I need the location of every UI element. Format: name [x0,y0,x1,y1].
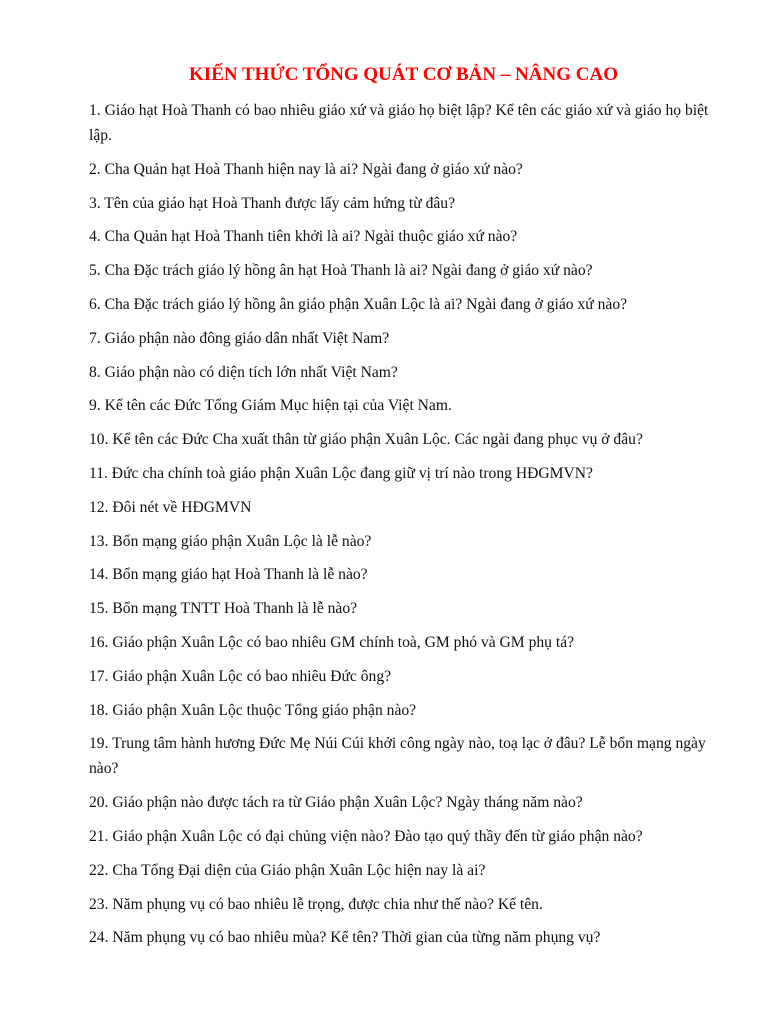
question-item: 4. Cha Quản hạt Hoà Thanh tiên khởi là ai? Ngài thuộc giáo xứ nào? [89,228,518,246]
question-item: 15. Bổn mạng TNTT Hoà Thanh là lễ nào? [89,600,358,618]
question-list [89,98,718,950]
question-item: 24. Năm phụng vụ có bao nhiêu mùa? Kể tên? Thời gian của từng năm phụng vụ? [89,929,601,947]
question-item: 9. Kể tên các Đức Tổng Giám Mục hiện tại của Việt Nam. [89,397,452,415]
question-item: 18. Giáo phận Xuân Lộc thuộc Tổng giáo phận nào? [89,701,417,719]
question-item: 10. Kể tên các Đức Cha xuất thân từ giáo phận Xuân Lộc. Các ngài đang phục vụ ở đâu? [89,431,643,449]
question-item: 20. Giáo phận nào được tách ra từ Giáo phận Xuân Lộc? Ngày tháng năm nào? [89,794,583,812]
question-item: 19. Trung tâm hành hương Đức Mẹ Núi Cúi khởi công ngày nào, toạ lạc ở đâu? Lễ bổn mạng ngày nào? [89,735,706,778]
question-item: 21. Giáo phận Xuân Lộc có đại chủng viện nào? Đào tạo quý thầy đến từ giáo phận nào? [89,827,643,845]
question-item: 22. Cha Tổng Đại diện của Giáo phận Xuân Lộc hiện nay là ai? [89,861,486,879]
question-item: 16. Giáo phận Xuân Lộc có bao nhiêu GM chính toà, GM phó và GM phụ tá? [89,633,575,651]
question-item: 1. Giáo hạt Hoà Thanh có bao nhiêu giáo xứ và giáo họ biệt lập? Kể tên các giáo xứ và giáo họ biệt lập. [89,102,709,144]
question-item: 13. Bổn mạng giáo phận Xuân Lộc là lễ nào? [89,532,372,550]
question-item: 3. Tên của giáo hạt Hoà Thanh được lấy cảm hứng từ đâu? [89,194,456,212]
question-item: 12. Đôi nét về HĐGMVN [89,498,252,516]
question-item: 6. Cha Đặc trách giáo lý hồng ân giáo phận Xuân Lộc là ai? Ngài đang ở giáo xứ nào? [89,295,628,313]
question-item: 11. Đức cha chính toà giáo phận Xuân Lộc đang giữ vị trí nào trong HĐGMVN? [89,464,593,482]
question-item: 14. Bổn mạng giáo hạt Hoà Thanh là lễ nào? [89,566,368,584]
question-item: 7. Giáo phận nào đông giáo dân nhất Việt Nam? [89,329,390,347]
question-item: 2. Cha Quản hạt Hoà Thanh hiện nay là ai? Ngài đang ở giáo xứ nào? [89,160,523,178]
page-title: KIẾN THỨC TỔNG QUÁT CƠ BẢN – NÂNG CAO [189,64,618,85]
question-item: 17. Giáo phận Xuân Lộc có bao nhiêu Đức ông? [89,667,392,685]
question-item: 23. Năm phụng vụ có bao nhiêu lễ trọng, được chia như thế nào? Kể tên. [89,895,543,913]
question-item: 8. Giáo phận nào có diện tích lớn nhất Việt Nam? [89,363,398,381]
question-item: 5. Cha Đặc trách giáo lý hồng ân hạt Hoà Thanh là ai? Ngài đang ở giáo xứ nào? [89,262,593,280]
